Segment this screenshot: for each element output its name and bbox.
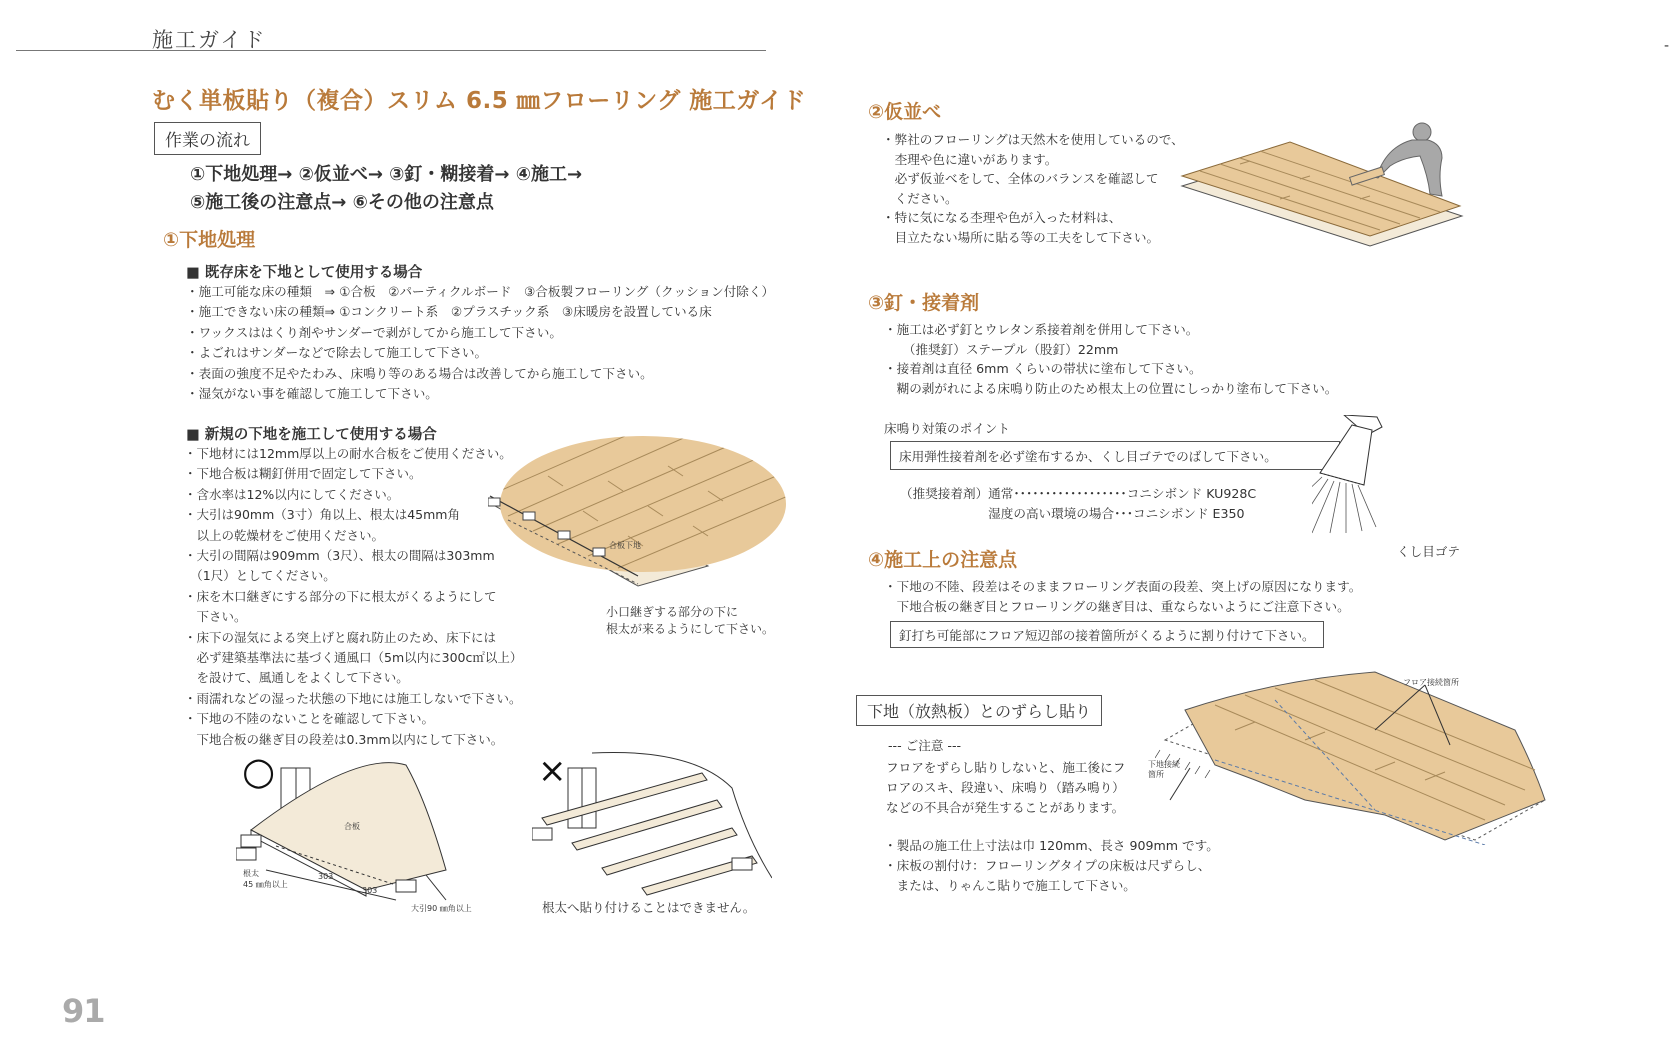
subfloor-joint-label: 下地接続 箇所 [1148,760,1180,779]
good-mark: ○ [242,749,276,793]
dimension-303-a: 303 [318,872,334,881]
adhesive-recommendation: （推奨接着剤）通常･･････････････････コニシボンド KU928C 湿度の高い環境の場合･･･コニシボンド E350 [900,486,1257,521]
section-1-subheading-new: ■ 新規の下地を施工して使用する場合 [186,427,437,443]
trial-layout-illustration [1180,116,1470,266]
joist-placement-note: 小口継ぎする部分の下に 根太が来るようにして下さい。 [606,605,775,636]
section-3-text: ・施工は必ず釘とウレタン系接着剤を併用して下さい。 （推奨釘）ステープル（股釘）22mm ・接着剤は直径 6mm くらいの帯状に塗布して下さい。 糊の剥がれによる床鳴り防止のため根太上の位置にしっかり塗布して下さい。 [884,322,1338,396]
joist-size-label: 45 ㎜角以上 [243,880,288,889]
floor-joint-label: フロア接続箇所 [1403,678,1459,687]
caution-text: フロアをずらし貼りしないと、施工後にフ ロアのスキ、段違い、床鳴り（踏み鳴り） などの不具合が発生することがあります。 [886,760,1126,815]
trowel-label: くし目ゴテ [1397,544,1460,559]
caution-title: --- ご注意 --- [888,738,962,753]
bad-example-illustration [532,748,772,898]
workflow-label: 作業の流れ [154,122,261,155]
good-example-illustration [236,760,486,916]
workflow-line-2: ⑤施工後の注意点→ ⑥その他の注意点 [190,192,494,213]
bad-example-caption: 根太へ貼り付けることはできません。 [542,900,756,915]
section-4-text: ・下地の不陸、段差はそのままフローリング表面の段差、突上げの原因になります。 下地合板の継ぎ目とフローリングの継ぎ目は、重ならないようにご注意下さい。 [884,579,1362,614]
section-1-subheading-existing: ■ 既存床を下地として使用する場合 [186,265,423,281]
offset-laying-illustration [1155,670,1555,845]
section-5-text: ・製品の施工仕上寸法は巾 120mm、長さ 909mm です。 ・床板の割付け：フローリングタイプの床板は尺ずらし、 または、りゃんこ貼りで施工して下さい。 [884,838,1219,893]
dimension-303-b: 303 [362,886,378,895]
section-1-new-text: ・下地材には12mm厚以上の耐水合板をご使用ください。 ・下地合板は糊釘併用で固定して下さい。 ・含水率は12%以内にしてください。 ・大引は90mm（3寸）角以上、根太は45mm角 以上の乾燥材をご使用ください。 ・大引の間隔は909mm（3尺）、根太の間隔は303mm （1尺）としてください。 ・床を木口継ぎにする部分の下に根太がくるようにして 下さい。 ・床下の湿気による突上げと腐れ防止のため、床下には 必ず建築基準法に基づく通風口（5m以内に300c㎡以上） を設けて、風通しをよくして下さい。 ・雨濡れなどの湿った状態の下地には施工しないで下さい。 ・下地の不陸のないことを確認して下さい。 下地合板の継ぎ目の段差は0.3mm以内にして下さい。 [184,446,523,747]
subfloor-illustration [488,436,788,596]
trowel-illustration [1312,415,1472,535]
header-title: 施工ガイド [152,28,267,52]
point-box: 床用弾性接着剤を必ず塗布するか、くし目ゴテでのばして下さい。 [890,441,1340,470]
sleeper-size-label: 大引90 ㎜角以上 [411,904,472,913]
page-title: むく単板貼り（複合）スリム 6.5 ㎜フローリング 施工ガイド [152,88,807,114]
workflow-line-1: ①下地処理→ ②仮並べ→ ③釘・糊接着→ ④施工→ [190,164,583,185]
offset-laying-label: 下地（放熱板）とのずらし貼り [856,695,1102,726]
section-4-box: 釘打ち可能部にフロア短辺部の接着箇所がくるように割り付けて下さい。 [890,621,1324,648]
plywood-label: 合板下地 [609,541,641,550]
bad-mark: × [538,751,567,791]
page-number: 91 [62,992,105,1030]
section-2-title: ②仮並べ [868,101,942,123]
point-label: 床鳴り対策のポイント [884,421,1010,436]
section-1-title: ①下地処理 [163,229,256,251]
corner-mark: - [1664,38,1670,54]
header-rule [16,50,766,51]
plywood-label-good: 合板 [344,822,360,831]
section-3-title: ③釘・接着剤 [868,292,980,314]
section-1-existing-text: ・施工可能な床の種類 ⇒ ①合板 ②パーティクルボード ③合板製フローリング（クッション付除く） ・施工できない床の種類⇒ ①コンクリート系 ②プラスチック系 ③床暖房を設置している床 ・ワックスははくり剤やサンダーで剥がしてから施工して下さい。 ・よごれはサンダーなどで除去して施工して下さい。 ・表面の強度不足やたわみ、床鳴り等のある場合は改善してから施工して下さい。 ・湿気がない事を確認して施工して下さい。 [186,284,775,402]
joist-label: 根太 [243,869,259,878]
section-4-title: ④施工上の注意点 [868,549,1018,571]
section-2-text: ・弊社のフローリングは天然木を使用しているので、 杢理や色に違いがあります。 必ず仮並べをして、全体のバランスを確認して ください。 ・特に気になる杢理や色が入った材料は、 目立たない場所に貼る等の工夫をして下さい。 [882,132,1184,245]
